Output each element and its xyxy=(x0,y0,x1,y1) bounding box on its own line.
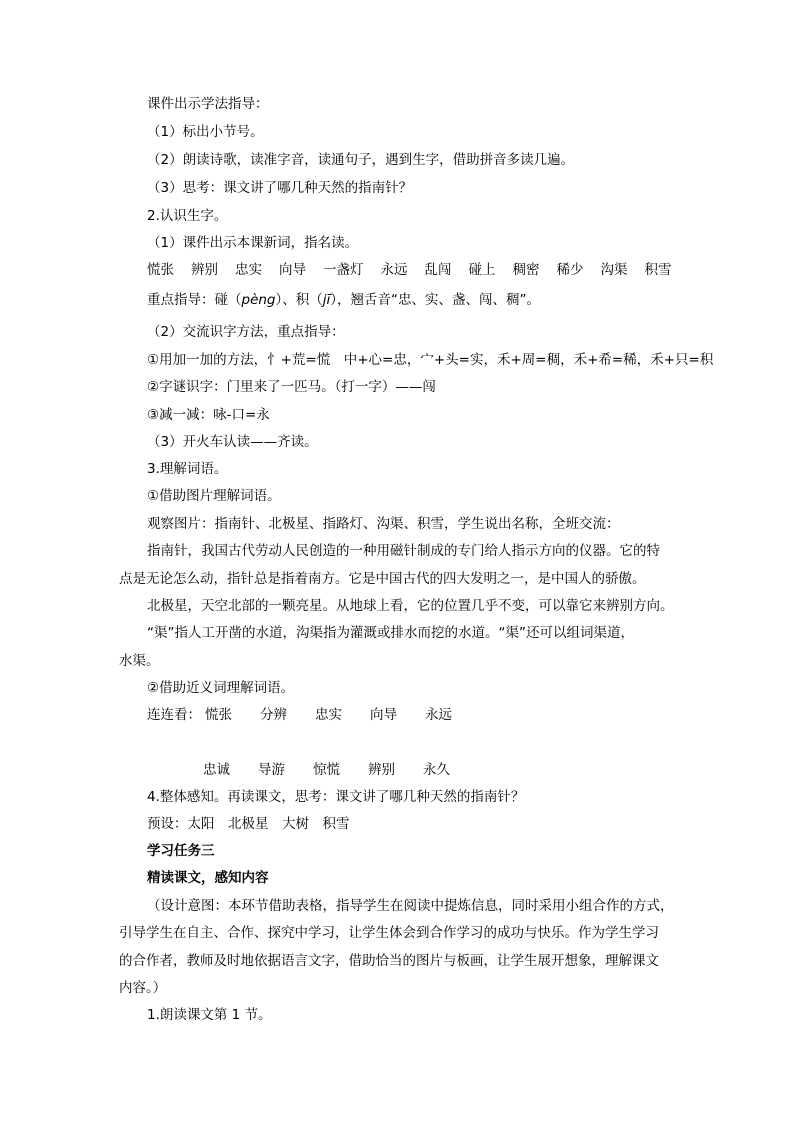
line-new-words: （1）课件出示本课新词，指名读。 xyxy=(147,235,359,251)
match-word: 分辨 xyxy=(260,707,287,723)
match-word: 忠实 xyxy=(315,707,342,723)
vocab-word: 永远 xyxy=(380,262,408,278)
design-intent-3: 的合作者，教师及时地依据语言文字，借助恰当的图片与板画，让学生展开想象，理解课文 xyxy=(119,953,659,969)
pinyin-peng: pèng xyxy=(241,292,276,308)
task-subheading: 精读课文，感知内容 xyxy=(147,870,269,886)
match-word: 慌张 xyxy=(205,707,232,723)
vocab-word: 忠实 xyxy=(235,262,262,278)
line-key-guidance: 重点指导：碰（pèng）、积（jī），翘舌音“忠、实、盏、闯、稠”。 xyxy=(147,292,541,308)
vocab-word: 积雪 xyxy=(644,262,672,278)
match-label: 连连看： xyxy=(147,707,201,723)
section-heading-4: 4.整体感知。再读课文，思考：课文讲了哪几种天然的指南针？ xyxy=(147,789,525,805)
line-train-reading: （3）开火车认读——齐读。 xyxy=(147,434,318,450)
line-subtract: ③减一减：咏-口=永 xyxy=(147,407,270,423)
line-add-method: ①用加一加的方法，忄+荒=慌 中+心=忠，宀+头=实，禾+周=稠，禾+希=稀，禾+只=积 xyxy=(147,352,714,368)
match-word: 永久 xyxy=(423,762,450,778)
design-intent-2: 引导学生在自主、合作、探究中学习，让学生体会到合作学习的成功与快乐。作为学生学习 xyxy=(119,925,659,941)
line-step-3: （3）思考：课文讲了哪几种天然的指南针？ xyxy=(147,180,413,196)
vocab-word: 辨别 xyxy=(191,262,218,278)
line-synonym-method: ②借助近义词理解词语。 xyxy=(147,680,295,696)
match-word: 永远 xyxy=(425,707,452,723)
para-compass-1: 指南针，我国古代劳动人民创造的一种用磁针制成的专门给人指示方向的仪器。它的特 xyxy=(147,543,660,559)
line-preset: 预设：太阳 北极星 大树 积雪 xyxy=(147,816,350,832)
line-riddle: ②字谜识字：门里来了一匹马。（打一字）——闯 xyxy=(147,379,436,395)
match-word: 向导 xyxy=(370,707,397,723)
section-heading-2: 2.认识生字。 xyxy=(147,208,228,224)
match-word: 导游 xyxy=(258,762,285,778)
vocab-word: 稠密 xyxy=(512,262,540,278)
vocab-word: 碰上 xyxy=(468,262,496,278)
vocab-word: 乱闯 xyxy=(424,262,452,278)
match-row-bottom xyxy=(203,760,478,780)
task-heading: 学习任务三 xyxy=(147,843,215,859)
design-intent-1: （设计意图：本环节借助表格，指导学生在阅读中提炼信息，同时采用小组合作的方式， xyxy=(147,898,674,914)
para-canal-1: “渠”指人工开凿的水道，沟渠指为灌溉或排水而挖的水道。“渠”还可以组词渠道， xyxy=(147,625,634,641)
vocab-word: 向导 xyxy=(279,262,306,278)
match-row-top xyxy=(147,705,480,725)
line-picture-method: ①借助图片理解词语。 xyxy=(147,488,281,504)
vocab-word: 沟渠 xyxy=(600,262,628,278)
pinyin-ji: jī xyxy=(322,292,331,308)
vocab-word: 一盏灯 xyxy=(323,262,364,278)
para-canal-2: 水渠。 xyxy=(119,653,160,669)
line-observe: 观察图片：指南针、北极星、指路灯、沟渠、积雪，学生说出名称，全班交流： xyxy=(147,516,620,532)
match-word: 忠诚 xyxy=(203,762,230,778)
vocab-word: 慌张 xyxy=(147,262,174,278)
design-intent-4: 内容。） xyxy=(119,980,167,996)
vocab-word: 稀少 xyxy=(556,262,584,278)
para-compass-2: 点是无论怎么动，指针总是指着南方。它是中国古代的四大发明之一，是中国人的骄傲。 xyxy=(119,571,646,587)
line-step-2: （2）朗读诗歌，读准字音，读通句子，遇到生字，借助拼音多读几遍。 xyxy=(147,152,575,168)
line-exchange-methods: （2）交流识字方法，重点指导： xyxy=(147,324,345,340)
para-polaris: 北极星，天空北部的一颗亮星。从地球上看，它的位置几乎不变，可以靠它来辨别方向。 xyxy=(147,598,674,614)
match-word: 辨别 xyxy=(368,762,395,778)
section-heading-3: 3.理解词语。 xyxy=(147,461,228,477)
line-step-1: （1）标出小节号。 xyxy=(147,124,264,140)
line-courseware-guide: 课件出示学法指导： xyxy=(147,96,269,112)
match-word: 惊慌 xyxy=(313,762,340,778)
vocab-list xyxy=(147,260,689,280)
section-heading-read: 1.朗读课文第 1 节。 xyxy=(147,1007,272,1023)
